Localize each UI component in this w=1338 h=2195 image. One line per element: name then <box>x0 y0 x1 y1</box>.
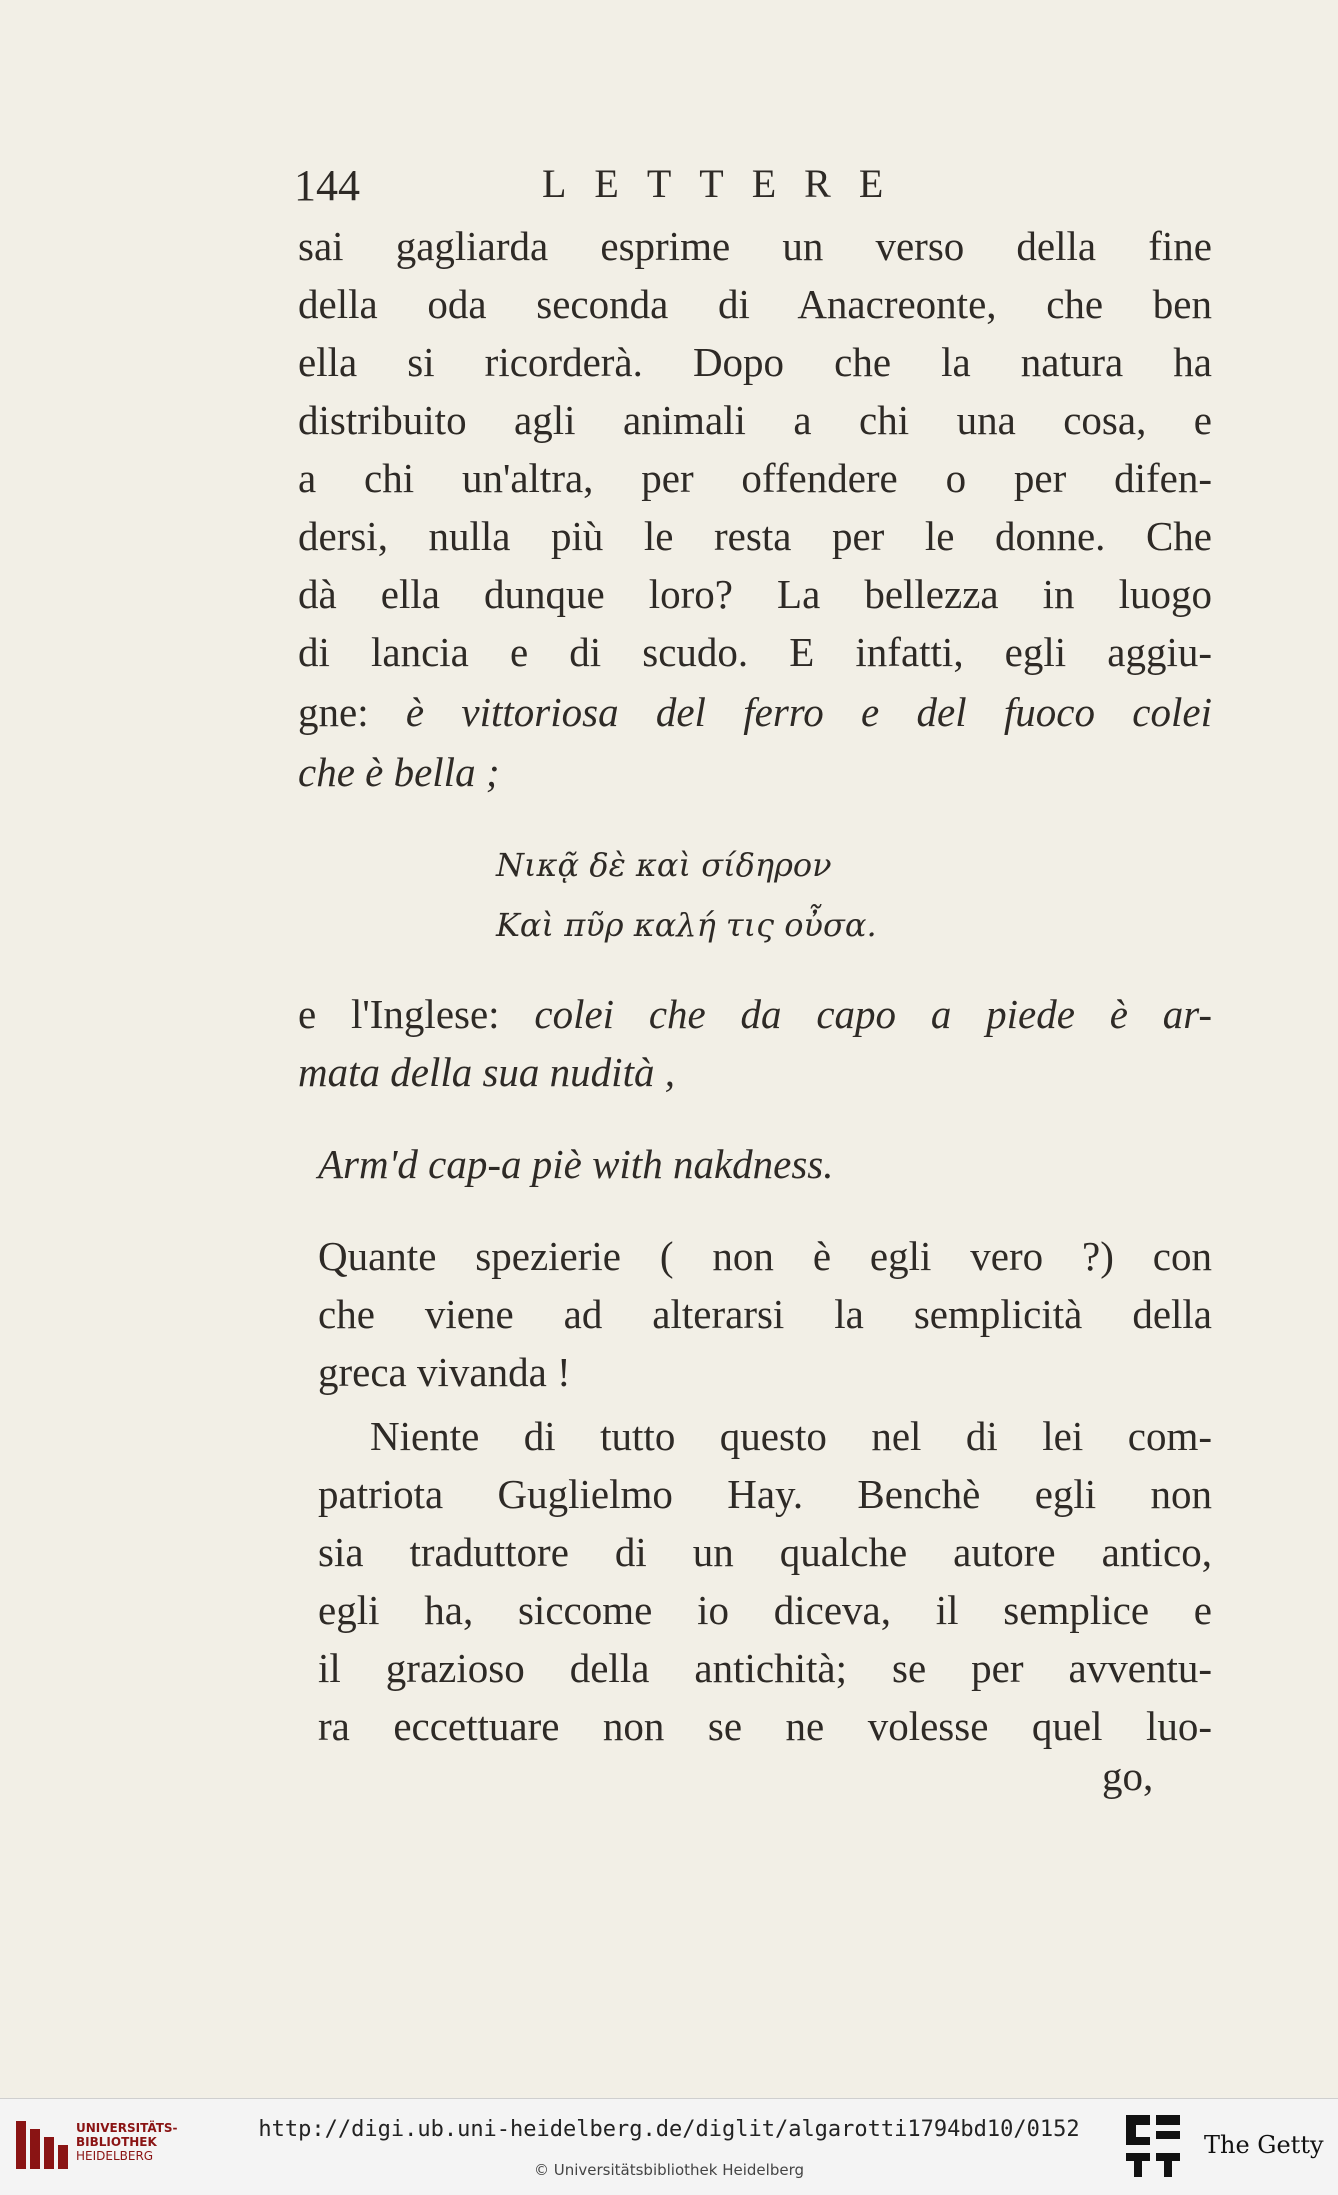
footer-bar <box>0 2098 1338 2195</box>
getty-name: The Getty <box>1204 2131 1324 2159</box>
greek-verse-1: Νικᾷ δὲ καὶ σίδηρον <box>496 846 832 884</box>
italian-quote-4: mata della sua nudità , <box>298 1049 675 1095</box>
library-name-line-1: UNIVERSITÄTS- <box>76 2121 178 2135</box>
english-quote: Arm'd cap-a piè with nakdness. <box>318 1141 834 1187</box>
text-line-b5: patriota Guglielmo Hay. Benchè egli non <box>318 1471 1212 1517</box>
text-line-11-roman: e l'Inglese: <box>298 991 535 1037</box>
text-line-6: dersi, nulla più le resta per le donne. Che <box>298 513 1212 559</box>
text-line-b6: sia traduttore di un qualche autore antico, <box>318 1529 1212 1575</box>
text-line-b7: egli ha, siccome io diceva, il semplice e <box>318 1587 1212 1633</box>
library-name-line-2: BIBLIOTHEK <box>76 2135 157 2149</box>
text-line-2: della oda seconda di Anacreonte, che ben <box>298 281 1212 327</box>
catchword: go, <box>1102 1753 1154 1799</box>
text-line-b8: il grazioso della antichità; se per avventu- <box>318 1645 1212 1691</box>
text-line-5: a chi un'altra, per offendere o per difen- <box>298 455 1212 501</box>
running-head: LETTERE <box>542 161 912 206</box>
italian-quote-3: colei che da capo a piede è ar- <box>534 991 1213 1037</box>
text-line-b2: che viene ad alterarsi la semplicità della <box>318 1291 1212 1337</box>
text-line-11 <box>298 990 1212 1038</box>
text-line-b4: Niente di tutto questo nel di lei com- <box>370 1413 1212 1459</box>
library-name-line-3: HEIDELBERG <box>76 2149 154 2163</box>
getty-logo-icon <box>1124 2113 1182 2179</box>
text-line-8: di lancia e di scudo. E infatti, egli aggiu- <box>298 629 1212 675</box>
permalink-url[interactable]: http://digi.ub.uni-heidelberg.de/diglit/algarotti1794bd10/0152 <box>258 2117 1080 2142</box>
text-line-b1: Quante spezierie ( non è egli vero ?) con <box>318 1233 1212 1279</box>
text-line-b3: greca vivanda ! <box>318 1349 571 1395</box>
text-line-3: ella si ricorderà. Dopo che la natura ha <box>298 339 1212 385</box>
text-line-7: dà ella dunque loro? La bellezza in luogo <box>298 571 1212 617</box>
copyright-notice: © Universitätsbibliothek Heidelberg <box>533 2161 804 2179</box>
text-line-1: sai gagliarda esprime un verso della fine <box>298 223 1212 269</box>
text-line-4: distribuito agli animali a chi una cosa, e <box>298 397 1212 443</box>
italian-quote-1: è vittoriosa del ferro e del fuoco colei <box>405 689 1212 735</box>
italian-quote-2: che è bella ; <box>298 749 500 795</box>
text-line-b9: ra eccettuare non se ne volesse quel luo- <box>318 1703 1212 1749</box>
text-line-9-roman: gne: <box>298 689 406 735</box>
text-line-9 <box>298 688 1212 736</box>
page-number: 144 <box>294 161 360 210</box>
greek-verse-2: Καὶ πῦρ καλή τις οὖσα. <box>496 906 877 944</box>
